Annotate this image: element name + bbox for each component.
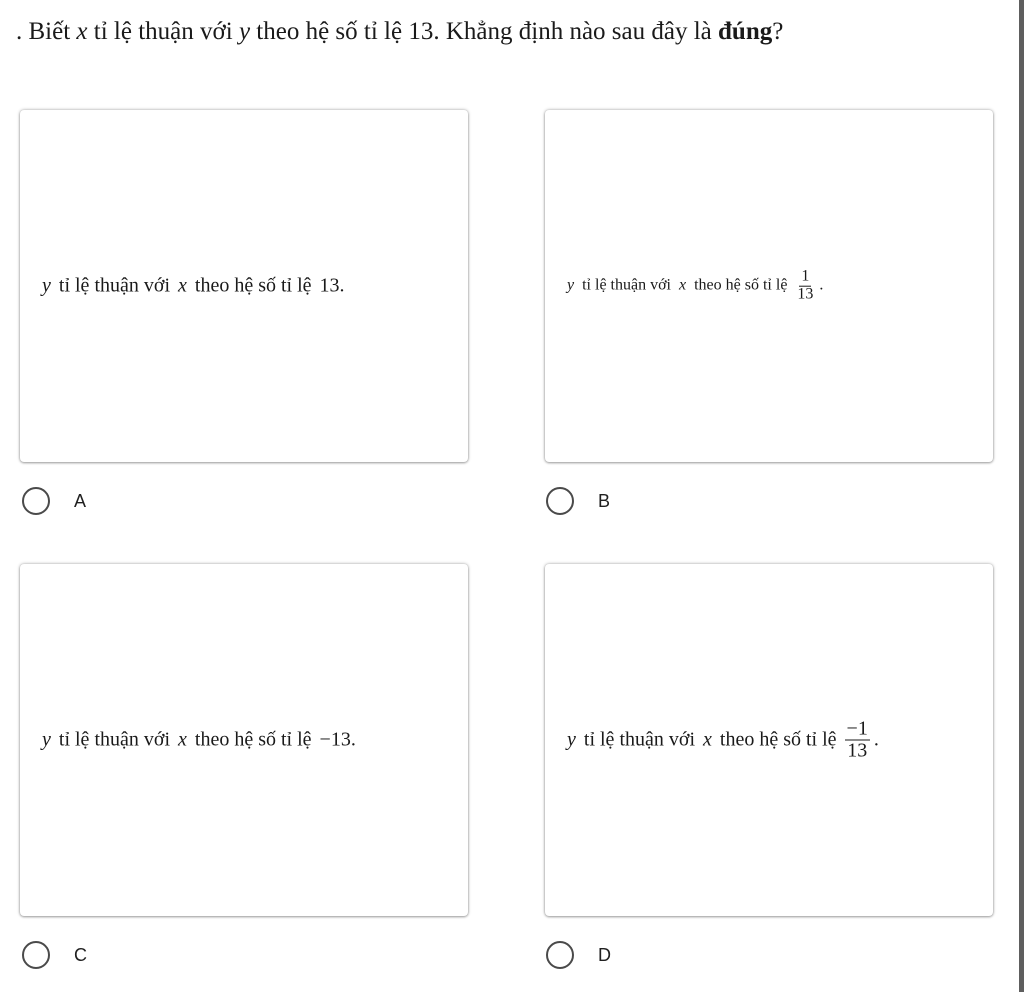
option-d-fraction: [845, 719, 870, 762]
option-b-fraction: [795, 269, 815, 304]
option-d-text2: theo hệ số tỉ lệ: [719, 728, 837, 751]
option-c-statement: [42, 729, 458, 752]
option-a-end: .: [339, 274, 345, 297]
question-suffix: ?: [772, 18, 784, 45]
option-a-coef: 13: [319, 274, 340, 297]
option-d-radio[interactable]: [546, 941, 574, 969]
option-a-label[interactable]: A: [74, 490, 87, 511]
option-b-text2: theo hệ số tỉ lệ: [694, 277, 788, 294]
option-a-radio[interactable]: [22, 487, 50, 515]
question-coef: 13: [408, 18, 434, 45]
option-a-radio-row[interactable]: [22, 487, 86, 515]
option-c-var-y: y: [42, 728, 51, 751]
option-d-var-y: y: [567, 728, 576, 751]
question-var-y: y: [238, 18, 251, 45]
option-b-radio[interactable]: [546, 487, 574, 515]
option-c-radio-row[interactable]: [22, 941, 87, 969]
question-part2: theo hệ số tỉ lệ: [256, 18, 403, 45]
option-b-text1: tỉ lệ thuận với: [582, 277, 671, 294]
option-a-text1: tỉ lệ thuận với: [58, 274, 171, 297]
option-a-var-y: y: [42, 274, 51, 297]
question-emphasis: đúng: [718, 18, 773, 45]
question-var-x: x: [76, 18, 88, 45]
question-text: [16, 14, 783, 50]
option-d-var-x: x: [703, 728, 712, 751]
option-d-radio-row[interactable]: [546, 941, 611, 969]
option-c-text2: theo hệ số tỉ lệ: [194, 728, 312, 751]
option-a-text2: theo hệ số tỉ lệ: [194, 274, 312, 297]
option-b-end: .: [819, 277, 824, 294]
option-c-text1: tỉ lệ thuận với: [58, 728, 171, 751]
option-d-numerator: −1: [846, 717, 868, 740]
option-c-label[interactable]: C: [74, 944, 87, 965]
option-a-var-x: x: [178, 274, 187, 297]
option-b-numerator: 1: [801, 267, 810, 285]
option-b-statement: [567, 269, 983, 304]
option-d-card[interactable]: [545, 564, 993, 916]
option-c-card[interactable]: [20, 564, 468, 916]
option-d-end: .: [873, 728, 879, 751]
option-b-radio-row[interactable]: [546, 487, 610, 515]
option-b-var-x: x: [679, 277, 687, 294]
question-prefix: . Biết: [16, 18, 71, 45]
option-c-coef: −13: [319, 728, 351, 751]
option-b-denominator: 13: [797, 285, 814, 303]
option-d-text1: tỉ lệ thuận với: [583, 728, 696, 751]
question-part3: . Khẳng định nào sau đây là: [433, 18, 712, 45]
question-part1: tỉ lệ thuận với: [93, 18, 233, 45]
option-d-statement: [567, 719, 983, 762]
option-d-label[interactable]: D: [598, 944, 611, 965]
option-c-end: .: [350, 728, 356, 751]
option-c-var-x: x: [178, 728, 187, 751]
option-d-denominator: 13: [847, 739, 868, 762]
option-b-var-y: y: [567, 277, 575, 294]
option-a-statement: [42, 275, 458, 298]
option-c-radio[interactable]: [22, 941, 50, 969]
window-edge: [1019, 0, 1024, 992]
option-b-label[interactable]: B: [598, 490, 611, 511]
option-a-card[interactable]: [20, 110, 468, 462]
option-b-card[interactable]: [545, 110, 993, 462]
